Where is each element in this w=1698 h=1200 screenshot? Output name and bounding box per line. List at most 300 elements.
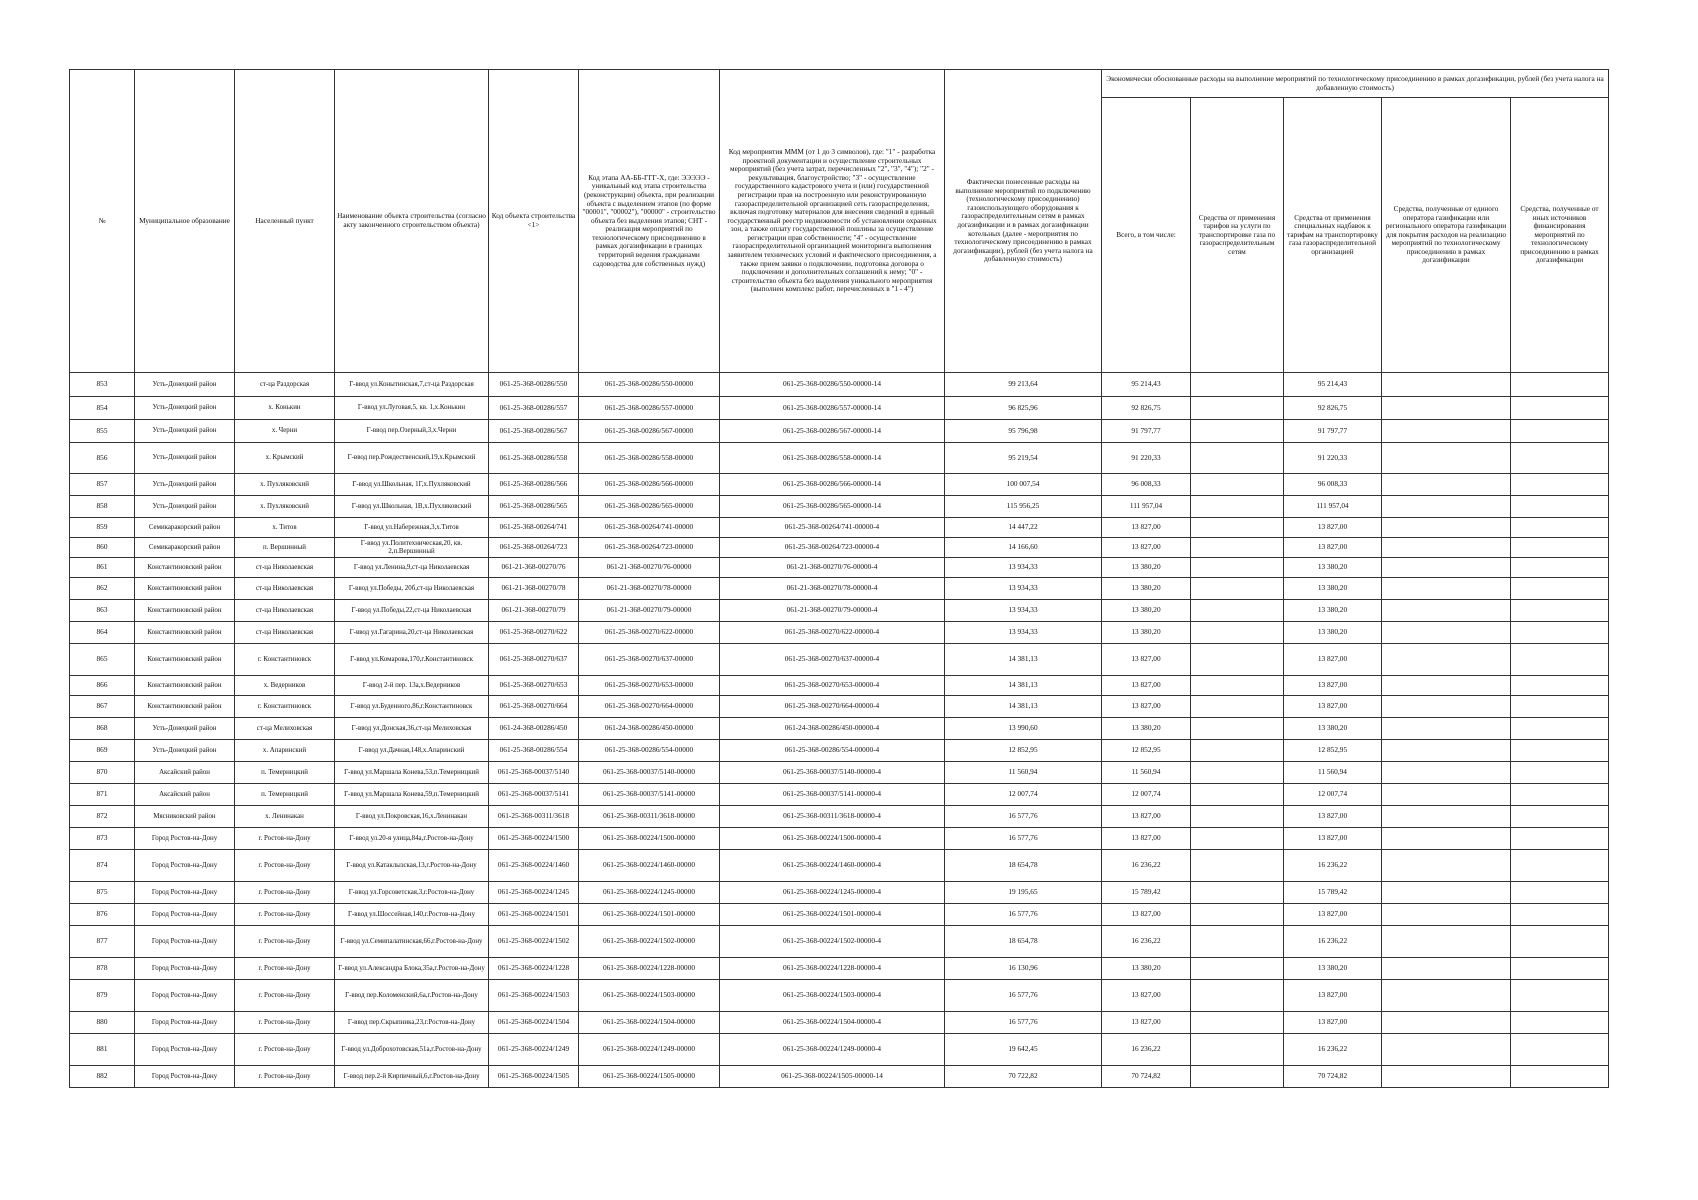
cell-actual-costs: 16 577,76 <box>945 904 1102 926</box>
cell-municipality: Усть-Донецкий район <box>135 474 235 496</box>
cell-no: 855 <box>70 420 135 443</box>
cell-stage-code: 061-21-368-00270/78-00000 <box>579 578 720 600</box>
cell-total: 13 827,00 <box>1102 806 1191 828</box>
cell-total: 16 236,22 <box>1102 850 1191 882</box>
cell-total: 16 236,22 <box>1102 926 1191 958</box>
cell-tariff-transport <box>1191 420 1284 443</box>
cell-municipality: Константиновский район <box>135 600 235 622</box>
cell-object-name: Г-ввод ул.Донская,36,ст-ца Мелиховская <box>335 718 489 740</box>
cell-object-name: Г-ввод ул.Школьная, 1Г,х.Пухляковский <box>335 474 489 496</box>
cell-settlement: х. Ленинакан <box>235 806 335 828</box>
cell-special-markups: 13 827,00 <box>1284 644 1382 676</box>
cell-settlement: г. Ростов-на-Дону <box>235 1012 335 1034</box>
cell-total: 13 827,00 <box>1102 828 1191 850</box>
cell-no: 867 <box>70 696 135 718</box>
cell-settlement: х. Ведерников <box>235 676 335 696</box>
cell-no: 857 <box>70 474 135 496</box>
cell-no: 872 <box>70 806 135 828</box>
cell-settlement: г. Ростов-на-Дону <box>235 904 335 926</box>
cell-actual-costs: 18 654,78 <box>945 850 1102 882</box>
table-row <box>70 518 1609 538</box>
table-row <box>70 926 1609 958</box>
cell-total: 13 380,20 <box>1102 558 1191 578</box>
cell-other-sources <box>1511 578 1609 600</box>
cell-special-markups: 13 827,00 <box>1284 696 1382 718</box>
cell-operator-funds <box>1382 926 1511 958</box>
cell-special-markups: 12 007,74 <box>1284 784 1382 806</box>
cell-actual-costs: 70 722,82 <box>945 1066 1102 1088</box>
cell-event-code: 061-21-368-00270/76-00000-4 <box>720 558 945 578</box>
cell-operator-funds <box>1382 1012 1511 1034</box>
cell-stage-code: 061-25-368-00224/1505-00000 <box>579 1066 720 1088</box>
cell-object-code: 061-21-368-00270/78 <box>489 578 579 600</box>
cell-special-markups: 16 236,22 <box>1284 1034 1382 1066</box>
cell-object-name: Г-ввод ул.Буденного,86,г.Константиновск <box>335 696 489 718</box>
cell-object-name: Г-ввод пер.Скрыпника,23,г.Ростов-на-Дону <box>335 1012 489 1034</box>
cell-municipality: Город Ростов-на-Дону <box>135 1034 235 1066</box>
cell-operator-funds <box>1382 443 1511 474</box>
cell-other-sources <box>1511 1066 1609 1088</box>
cell-tariff-transport <box>1191 518 1284 538</box>
cell-settlement: г. Ростов-на-Дону <box>235 1066 335 1088</box>
cell-tariff-transport <box>1191 496 1284 518</box>
cell-special-markups: 13 380,20 <box>1284 622 1382 644</box>
cell-event-code: 061-25-368-00270/653-00000-4 <box>720 676 945 696</box>
cell-municipality: Усть-Донецкий район <box>135 718 235 740</box>
cell-settlement: п. Темерницкий <box>235 762 335 784</box>
cell-tariff-transport <box>1191 850 1284 882</box>
cell-total: 13 380,20 <box>1102 718 1191 740</box>
cell-event-code: 061-25-368-00224/1503-00000-4 <box>720 980 945 1012</box>
cell-special-markups: 70 724,82 <box>1284 1066 1382 1088</box>
table-row <box>70 622 1609 644</box>
cell-municipality: Город Ростов-на-Дону <box>135 904 235 926</box>
cell-operator-funds <box>1382 806 1511 828</box>
cell-object-name: Г-ввод ул.Доброхотовская,51а,г.Ростов-на-Дону <box>335 1034 489 1066</box>
cell-tariff-transport <box>1191 1012 1284 1034</box>
cell-total: 91 220,33 <box>1102 443 1191 474</box>
cell-event-code: 061-25-368-00270/637-00000-4 <box>720 644 945 676</box>
cell-stage-code: 061-25-368-00224/1249-00000 <box>579 1034 720 1066</box>
cell-settlement: х. Апаринский <box>235 740 335 762</box>
cell-settlement: ст-ца Николаевская <box>235 558 335 578</box>
cell-no: 880 <box>70 1012 135 1034</box>
cell-stage-code: 061-25-368-00286/566-00000 <box>579 474 720 496</box>
cell-total: 96 008,33 <box>1102 474 1191 496</box>
cell-event-code: 061-25-368-00224/1502-00000-4 <box>720 926 945 958</box>
cell-object-code: 061-25-368-00270/637 <box>489 644 579 676</box>
cell-other-sources <box>1511 420 1609 443</box>
table-row <box>70 784 1609 806</box>
cell-special-markups: 111 957,04 <box>1284 496 1382 518</box>
cell-no: 862 <box>70 578 135 600</box>
cell-actual-costs: 12 007,74 <box>945 784 1102 806</box>
cell-special-markups: 13 827,00 <box>1284 676 1382 696</box>
cell-total: 13 380,20 <box>1102 600 1191 622</box>
cell-operator-funds <box>1382 828 1511 850</box>
cell-stage-code: 061-21-368-00270/79-00000 <box>579 600 720 622</box>
cell-stage-code: 061-25-368-00286/565-00000 <box>579 496 720 518</box>
cell-object-code: 061-25-368-00270/622 <box>489 622 579 644</box>
cell-total: 13 827,00 <box>1102 538 1191 558</box>
cell-no: 860 <box>70 538 135 558</box>
cell-object-code: 061-25-368-00224/1505 <box>489 1066 579 1088</box>
table-row <box>70 496 1609 518</box>
cell-operator-funds <box>1382 676 1511 696</box>
cell-object-code: 061-24-368-00286/450 <box>489 718 579 740</box>
cell-operator-funds <box>1382 740 1511 762</box>
cell-special-markups: 91 220,33 <box>1284 443 1382 474</box>
header-object-name: Наименование объекта строительства (согласно акту законченного строительством объекта) <box>335 70 489 373</box>
cell-other-sources <box>1511 882 1609 904</box>
cell-object-code: 061-25-368-00264/723 <box>489 538 579 558</box>
cell-municipality: Город Ростов-на-Дону <box>135 1012 235 1034</box>
cell-special-markups: 13 380,20 <box>1284 578 1382 600</box>
cell-actual-costs: 16 577,76 <box>945 1012 1102 1034</box>
cell-stage-code: 061-25-368-00224/1504-00000 <box>579 1012 720 1034</box>
cell-operator-funds <box>1382 850 1511 882</box>
cell-municipality: Константиновский район <box>135 644 235 676</box>
cell-no: 869 <box>70 740 135 762</box>
cell-no: 873 <box>70 828 135 850</box>
cell-other-sources <box>1511 718 1609 740</box>
cell-other-sources <box>1511 762 1609 784</box>
cell-object-code: 061-25-368-00224/1503 <box>489 980 579 1012</box>
cell-operator-funds <box>1382 496 1511 518</box>
cell-municipality: Семикаракорский район <box>135 518 235 538</box>
table-row <box>70 1066 1609 1088</box>
cell-total: 13 827,00 <box>1102 644 1191 676</box>
cell-object-name: Г-ввод ул.Семипалатинская,66,г.Ростов-на-Дону <box>335 926 489 958</box>
header-special-markups: Средства от применения специальных надбавок к тарифам на транспортировку газа газораспределительной организацией <box>1284 98 1382 373</box>
cell-special-markups: 13 380,20 <box>1284 958 1382 980</box>
cell-no: 863 <box>70 600 135 622</box>
cell-tariff-transport <box>1191 958 1284 980</box>
cell-actual-costs: 100 007,54 <box>945 474 1102 496</box>
cell-municipality: Усть-Донецкий район <box>135 397 235 420</box>
cell-no: 879 <box>70 980 135 1012</box>
cell-no: 854 <box>70 397 135 420</box>
cell-stage-code: 061-25-368-00270/653-00000 <box>579 676 720 696</box>
cell-object-code: 061-25-368-00264/741 <box>489 518 579 538</box>
table-row <box>70 474 1609 496</box>
cell-municipality: Город Ростов-на-Дону <box>135 850 235 882</box>
cell-total: 70 724,82 <box>1102 1066 1191 1088</box>
cell-object-name: Г-ввод ул.Дачная,148,х.Апаринский <box>335 740 489 762</box>
cell-operator-funds <box>1382 420 1511 443</box>
cell-actual-costs: 95 219,54 <box>945 443 1102 474</box>
cell-actual-costs: 11 560,94 <box>945 762 1102 784</box>
cell-object-code: 061-25-368-00270/653 <box>489 676 579 696</box>
cell-object-code: 061-25-368-00286/566 <box>489 474 579 496</box>
table-row <box>70 397 1609 420</box>
cell-actual-costs: 95 796,98 <box>945 420 1102 443</box>
cell-tariff-transport <box>1191 980 1284 1012</box>
cell-tariff-transport <box>1191 558 1284 578</box>
cell-object-code: 061-25-368-00224/1460 <box>489 850 579 882</box>
cell-actual-costs: 12 852,95 <box>945 740 1102 762</box>
cell-object-code: 061-25-368-00224/1500 <box>489 828 579 850</box>
cell-total: 111 957,04 <box>1102 496 1191 518</box>
cell-no: 875 <box>70 882 135 904</box>
cell-settlement: г. Ростов-на-Дону <box>235 958 335 980</box>
cell-object-code: 061-25-368-00037/5141 <box>489 784 579 806</box>
header-stage-code: Код этапа АА-ББ-ГГГ-Х, где: ЭЭЭЭЭ - уникальный код этапа строительства (реконструкции) объекта, при реализации объекта с выделением этапов (по форме "00001", "00002"), "00000" - строительство объекта без выделения этапов; СНТ - реализация мероприятий по технологическому присоединению в рамках догазификации в границах территорий ведения гражданами садоводства для собственных нужд) <box>579 70 720 373</box>
table-row <box>70 740 1609 762</box>
cell-actual-costs: 16 130,96 <box>945 958 1102 980</box>
cell-operator-funds <box>1382 622 1511 644</box>
cell-actual-costs: 14 381,13 <box>945 676 1102 696</box>
table-row <box>70 882 1609 904</box>
cell-event-code: 061-25-368-00286/567-00000-14 <box>720 420 945 443</box>
cell-special-markups: 13 827,00 <box>1284 538 1382 558</box>
cell-object-code: 061-25-368-00224/1228 <box>489 958 579 980</box>
cell-settlement: г. Ростов-на-Дону <box>235 926 335 958</box>
cell-no: 881 <box>70 1034 135 1066</box>
cell-settlement: х. Титов <box>235 518 335 538</box>
cell-tariff-transport <box>1191 828 1284 850</box>
cell-municipality: Константиновский район <box>135 676 235 696</box>
cell-settlement: ст-ца Николаевская <box>235 578 335 600</box>
cell-tariff-transport <box>1191 904 1284 926</box>
header-group-justified-costs: Экономически обоснованные расходы на выполнение мероприятий по технологическому присоединению в рамках догазификации, рублей (без учета налога на добавленную стоимость) <box>1102 70 1609 98</box>
cell-event-code: 061-25-368-00286/550-00000-14 <box>720 373 945 397</box>
cell-event-code: 061-21-368-00270/78-00000-4 <box>720 578 945 600</box>
cell-special-markups: 15 789,42 <box>1284 882 1382 904</box>
table-row <box>70 578 1609 600</box>
cell-municipality: Мясниковский район <box>135 806 235 828</box>
cell-no: 877 <box>70 926 135 958</box>
cell-event-code: 061-25-368-00270/664-00000-4 <box>720 696 945 718</box>
cell-settlement: х. Пухляковский <box>235 474 335 496</box>
cell-stage-code: 061-25-368-00286/550-00000 <box>579 373 720 397</box>
cell-object-code: 061-25-368-00286/554 <box>489 740 579 762</box>
cell-tariff-transport <box>1191 762 1284 784</box>
cell-other-sources <box>1511 828 1609 850</box>
cell-total: 91 797,77 <box>1102 420 1191 443</box>
cell-municipality: Город Ростов-на-Дону <box>135 882 235 904</box>
cell-event-code: 061-25-368-00264/723-00000-4 <box>720 538 945 558</box>
cell-stage-code: 061-25-368-00224/1501-00000 <box>579 904 720 926</box>
cell-municipality: Аксайский район <box>135 784 235 806</box>
cell-actual-costs: 14 447,22 <box>945 518 1102 538</box>
cell-settlement: п. Вершинный <box>235 538 335 558</box>
cell-tariff-transport <box>1191 373 1284 397</box>
table-row <box>70 538 1609 558</box>
table-row <box>70 676 1609 696</box>
cell-object-name: Г-ввод ул.Комарова,170,г.Константиновск <box>335 644 489 676</box>
cell-municipality: Аксайский район <box>135 762 235 784</box>
cell-settlement: г. Константиновск <box>235 696 335 718</box>
cell-actual-costs: 14 381,13 <box>945 696 1102 718</box>
cell-municipality: Константиновский район <box>135 696 235 718</box>
cell-object-name: Г-ввод ул.Школьная, 1В,х.Пухляковский <box>335 496 489 518</box>
cell-event-code: 061-24-368-00286/450-00000-4 <box>720 718 945 740</box>
cell-object-code: 061-25-368-00311/3618 <box>489 806 579 828</box>
cell-settlement: г. Ростов-на-Дону <box>235 882 335 904</box>
cell-operator-funds <box>1382 980 1511 1012</box>
cell-no: 858 <box>70 496 135 518</box>
cell-actual-costs: 16 577,76 <box>945 828 1102 850</box>
cell-operator-funds <box>1382 397 1511 420</box>
cell-other-sources <box>1511 558 1609 578</box>
header-operator-funds: Средства, полученные от единого оператора газификации или регионального оператора газификации для покрытия расходов на реализацию мероприятий по технологическому присоединению в рамках догазификации <box>1382 98 1511 373</box>
cell-operator-funds <box>1382 600 1511 622</box>
cell-total: 95 214,43 <box>1102 373 1191 397</box>
cell-event-code: 061-25-368-00224/1228-00000-4 <box>720 958 945 980</box>
cell-no: 853 <box>70 373 135 397</box>
cell-no: 859 <box>70 518 135 538</box>
cell-special-markups: 13 827,00 <box>1284 828 1382 850</box>
cell-other-sources <box>1511 496 1609 518</box>
cell-tariff-transport <box>1191 600 1284 622</box>
cell-municipality: Константиновский район <box>135 622 235 644</box>
cell-other-sources <box>1511 926 1609 958</box>
cell-other-sources <box>1511 740 1609 762</box>
table-row <box>70 696 1609 718</box>
cell-tariff-transport <box>1191 578 1284 600</box>
cell-municipality: Усть-Донецкий район <box>135 496 235 518</box>
cell-stage-code: 061-25-368-00270/637-00000 <box>579 644 720 676</box>
cell-stage-code: 061-25-368-00286/567-00000 <box>579 420 720 443</box>
cell-event-code: 061-25-368-00286/558-00000-14 <box>720 443 945 474</box>
cell-object-name: Г-ввод ул.20-я улица,84а,г.Ростов-на-Дону <box>335 828 489 850</box>
cell-object-name: Г-ввод ул.Победы, 20б,ст-ца Николаевская <box>335 578 489 600</box>
cell-other-sources <box>1511 850 1609 882</box>
cell-event-code: 061-25-368-00224/1501-00000-4 <box>720 904 945 926</box>
cell-stage-code: 061-25-368-00286/554-00000 <box>579 740 720 762</box>
cell-actual-costs: 13 934,33 <box>945 600 1102 622</box>
cell-stage-code: 061-25-368-00224/1502-00000 <box>579 926 720 958</box>
cell-no: 876 <box>70 904 135 926</box>
cell-object-code: 061-25-368-00224/1504 <box>489 1012 579 1034</box>
cell-no: 856 <box>70 443 135 474</box>
cell-event-code: 061-25-368-00037/5141-00000-4 <box>720 784 945 806</box>
table-row <box>70 558 1609 578</box>
cell-actual-costs: 18 654,78 <box>945 926 1102 958</box>
cell-total: 92 826,75 <box>1102 397 1191 420</box>
cell-other-sources <box>1511 474 1609 496</box>
cell-no: 866 <box>70 676 135 696</box>
cell-no: 865 <box>70 644 135 676</box>
cell-operator-funds <box>1382 644 1511 676</box>
cell-special-markups: 13 827,00 <box>1284 1012 1382 1034</box>
cell-municipality: Константиновский район <box>135 578 235 600</box>
cell-no: 878 <box>70 958 135 980</box>
cell-special-markups: 13 827,00 <box>1284 904 1382 926</box>
cell-object-name: Г-ввод ул.Конытинская,7,ст-ца Раздорская <box>335 373 489 397</box>
cell-settlement: г. Константиновск <box>235 644 335 676</box>
cell-no: 864 <box>70 622 135 644</box>
cell-special-markups: 16 236,22 <box>1284 926 1382 958</box>
cell-settlement: п. Темерницкий <box>235 784 335 806</box>
header-other-sources: Средства, полученные от иных источников финансирования мероприятий по технологическому присоединению в рамках догазификации <box>1511 98 1609 373</box>
cell-municipality: Константиновский район <box>135 558 235 578</box>
cell-no: 874 <box>70 850 135 882</box>
cell-settlement: г. Ростов-на-Дону <box>235 980 335 1012</box>
cell-stage-code: 061-21-368-00270/76-00000 <box>579 558 720 578</box>
cell-municipality: Усть-Донецкий район <box>135 420 235 443</box>
cell-object-name: Г-ввод ул.Маршала Конева,59,п.Темерницкий <box>335 784 489 806</box>
cell-operator-funds <box>1382 1034 1511 1066</box>
cell-tariff-transport <box>1191 784 1284 806</box>
cell-event-code: 061-25-368-00224/1500-00000-4 <box>720 828 945 850</box>
cell-operator-funds <box>1382 762 1511 784</box>
cell-total: 13 380,20 <box>1102 578 1191 600</box>
table-row <box>70 980 1609 1012</box>
cell-total: 13 380,20 <box>1102 958 1191 980</box>
cell-special-markups: 91 797,77 <box>1284 420 1382 443</box>
cell-object-name: Г-ввод пер.Озерный,3,х.Черни <box>335 420 489 443</box>
cell-special-markups: 13 380,20 <box>1284 558 1382 578</box>
cell-stage-code: 061-25-368-00264/723-00000 <box>579 538 720 558</box>
table-row <box>70 718 1609 740</box>
cell-no: 871 <box>70 784 135 806</box>
table-row <box>70 762 1609 784</box>
cell-stage-code: 061-25-368-00224/1503-00000 <box>579 980 720 1012</box>
cell-municipality: Семикаракорский район <box>135 538 235 558</box>
cell-object-name: Г-ввод ул.Катаклызская,13,г.Ростов-на-Дону <box>335 850 489 882</box>
header-actual-costs: Фактически понесенные расходы на выполнение мероприятий по подключению (технологическому присоединению) газоиспользующего оборудования к газораспределительным сетям в рамках догазификации и в рамках догазификации котельных (далее - мероприятия по технологическому присоединению в рамках догазификации), рублей (без учета налога на добавленную стоимость) <box>945 70 1102 373</box>
cell-total: 13 380,20 <box>1102 622 1191 644</box>
cell-tariff-transport <box>1191 806 1284 828</box>
header-tariff-transport: Средства от применения тарифов на услуги по транспортировке газа по газораспределительным сетям <box>1191 98 1284 373</box>
cell-object-name: Г-ввод ул.Политехническая,20, кв. 2,п.Вершинный <box>335 538 489 558</box>
cell-total: 13 827,00 <box>1102 518 1191 538</box>
cell-tariff-transport <box>1191 474 1284 496</box>
cell-tariff-transport <box>1191 926 1284 958</box>
cell-object-name: Г-ввод ул.Маршала Конева,53,п.Темерницкий <box>335 762 489 784</box>
cell-object-code: 061-25-368-00224/1249 <box>489 1034 579 1066</box>
cell-municipality: Город Ростов-на-Дону <box>135 958 235 980</box>
cell-stage-code: 061-25-368-00037/5141-00000 <box>579 784 720 806</box>
cell-actual-costs: 96 825,96 <box>945 397 1102 420</box>
cell-total: 13 827,00 <box>1102 676 1191 696</box>
table-row <box>70 443 1609 474</box>
cell-other-sources <box>1511 443 1609 474</box>
cell-total: 13 827,00 <box>1102 1012 1191 1034</box>
cell-stage-code: 061-25-368-00286/558-00000 <box>579 443 720 474</box>
cell-settlement: х. Крымский <box>235 443 335 474</box>
cell-special-markups: 13 827,00 <box>1284 518 1382 538</box>
cell-other-sources <box>1511 806 1609 828</box>
header-settlement: Населенный пункт <box>235 70 335 373</box>
cell-tariff-transport <box>1191 696 1284 718</box>
cell-total: 13 827,00 <box>1102 980 1191 1012</box>
cell-actual-costs: 16 577,76 <box>945 806 1102 828</box>
cell-special-markups: 13 827,00 <box>1284 980 1382 1012</box>
table-row <box>70 373 1609 397</box>
table-row <box>70 850 1609 882</box>
cell-other-sources <box>1511 622 1609 644</box>
cell-tariff-transport <box>1191 676 1284 696</box>
cell-special-markups: 92 826,75 <box>1284 397 1382 420</box>
cell-total: 12 852,95 <box>1102 740 1191 762</box>
cell-object-code: 061-25-368-00286/550 <box>489 373 579 397</box>
header-object-code: Код объекта строительства <1> <box>489 70 579 373</box>
cell-event-code: 061-21-368-00270/79-00000-4 <box>720 600 945 622</box>
cell-other-sources <box>1511 373 1609 397</box>
cell-event-code: 061-25-368-00286/554-00000-4 <box>720 740 945 762</box>
cell-actual-costs: 13 934,33 <box>945 558 1102 578</box>
cell-operator-funds <box>1382 784 1511 806</box>
cell-total: 13 827,00 <box>1102 904 1191 926</box>
cell-other-sources <box>1511 644 1609 676</box>
cell-settlement: г. Ростов-на-Дону <box>235 1034 335 1066</box>
cell-event-code: 061-25-368-00224/1505-00000-14 <box>720 1066 945 1088</box>
cell-operator-funds <box>1382 718 1511 740</box>
cell-event-code: 061-25-368-00286/565-00000-14 <box>720 496 945 518</box>
